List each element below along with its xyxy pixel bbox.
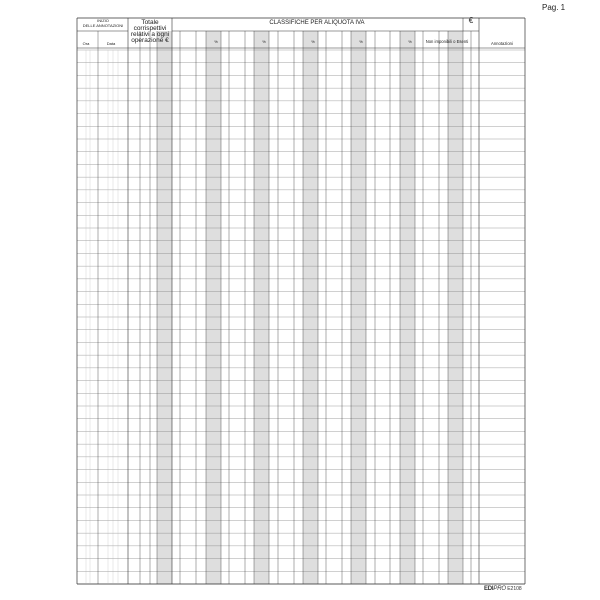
header-euro: € — [468, 16, 474, 25]
header-pct-4: % — [359, 39, 363, 44]
brand-italic: PRO — [493, 586, 506, 592]
header-totale — [128, 20, 172, 44]
header-totale-line2: corrispettivi — [133, 25, 167, 32]
shaded-column-3 — [254, 31, 269, 584]
shaded-column-2 — [206, 31, 221, 584]
header-pct-1: % — [214, 39, 218, 44]
shaded-column-1 — [157, 31, 172, 584]
shaded-column-4 — [303, 31, 318, 584]
header-non-imponibili: Non imponibili o Esenti — [425, 39, 469, 44]
header-pct-3: % — [311, 39, 315, 44]
header-totale-line3: relativi a ogni — [130, 31, 170, 38]
header-inizio-line1: INIZIO — [97, 18, 109, 23]
header-pct-2: % — [262, 39, 266, 44]
brand-bold: EDI — [484, 586, 494, 592]
shaded-column-5 — [351, 31, 366, 584]
header-inizio — [78, 19, 128, 28]
header-classifiche: CLASSIFICHE PER ALIQUOTA IVA — [269, 20, 365, 26]
brand-footer — [484, 586, 522, 592]
header-totale-line1: Totale — [141, 19, 159, 26]
header-annotazioni: Annotazioni — [491, 41, 513, 46]
header-totale-line4: operazione € — [131, 37, 169, 44]
page-number: Pag. 1 — [542, 3, 566, 12]
shaded-column-7 — [448, 31, 463, 584]
header-inizio-line2: DELLE ANNOTAZIONI — [82, 22, 124, 28]
header-pct-5: % — [408, 39, 412, 44]
form-code: E2108 — [507, 586, 522, 592]
brand-logo — [484, 586, 506, 592]
shaded-column-6 — [400, 31, 415, 584]
header-data: Data — [106, 41, 116, 46]
header-ora: Ora — [82, 41, 90, 46]
